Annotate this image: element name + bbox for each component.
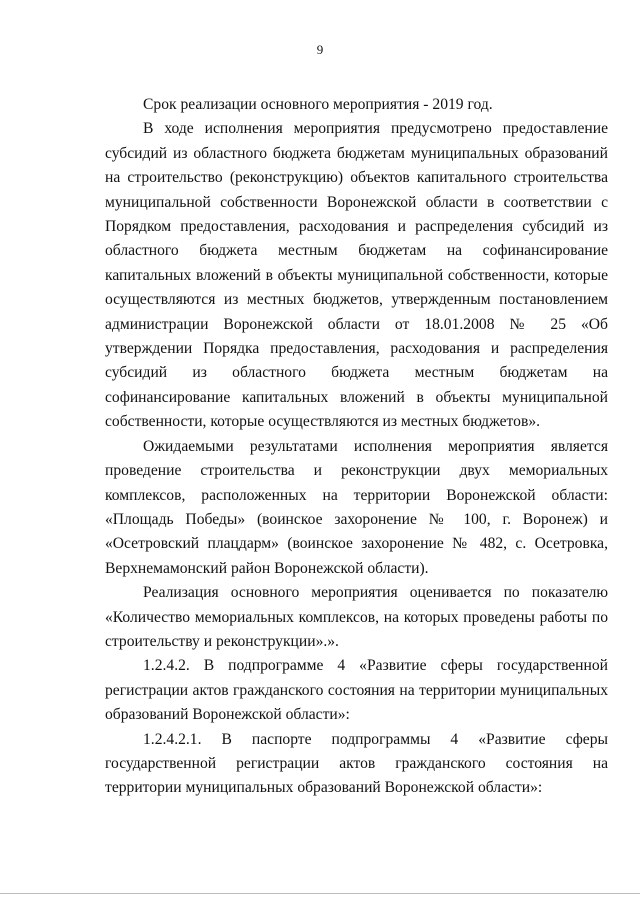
paragraph-indicator: Реализация основного мероприятия оценивается по показателю «Количество мемориальных комплексов, на которых проведены работы по строительству и реконструкции».».: [105, 584, 608, 650]
bottom-divider: [0, 893, 640, 894]
paragraph-subprogram-4: 1.2.4.2. В подпрограмме 4 «Развитие сферы государственной регистрации актов гражданского состояния на территории муниципальных образований Воронежской области»:: [105, 657, 608, 724]
page-number: 9: [316, 42, 324, 57]
paragraph-subprogram-4-passport: 1.2.4.2.1. В паспорте подпрограммы 4 «Развитие сферы государственной регистрации актов гражданского состояния на территории муниципальных образований Воронежской области»:: [105, 730, 608, 797]
paragraph-term: Срок реализации основного мероприятия - 2019 год.: [143, 96, 493, 113]
paragraph-expected-results: Ожидаемыми результатами исполнения мероприятия является проведение строительства и реконструкции двух мемориальных комплексов, расположенных на территории Воронежской области: «Площадь Победы» (воинское захоронение № 100, г. Воронеж) и «Осетровский плацдарм» (воинское захоронение № 482, с. Осетровка, Верхнемамонский район Воронежской области).: [105, 437, 608, 577]
document-body: [105, 93, 608, 801]
paragraph-subsidies: В ходе исполнения мероприятия предусмотрено предоставление субсидий из областного бюджета бюджетам муниципальных образований на строительство (реконструкцию) объектов капитального строительства муниципальной собственности Воронежской области в соответствии с Порядком предоставления, расходования и распределения субсидий из областного бюджета местным бюджетам на софинансирование капитальных вложений в объекты муниципальной собственности, которые осуществляются из местных бюджетов, утвержденным постановлением администрации Воронежской области от 18.01.2008 № 25 «Об утверждении Порядка предоставления, расходования и распределения субсидий из областного бюджета местным бюджетам на софинансирование капитальных вложений в объекты муниципальной собственности, которые осуществляются из местных бюджетов».: [105, 120, 608, 431]
